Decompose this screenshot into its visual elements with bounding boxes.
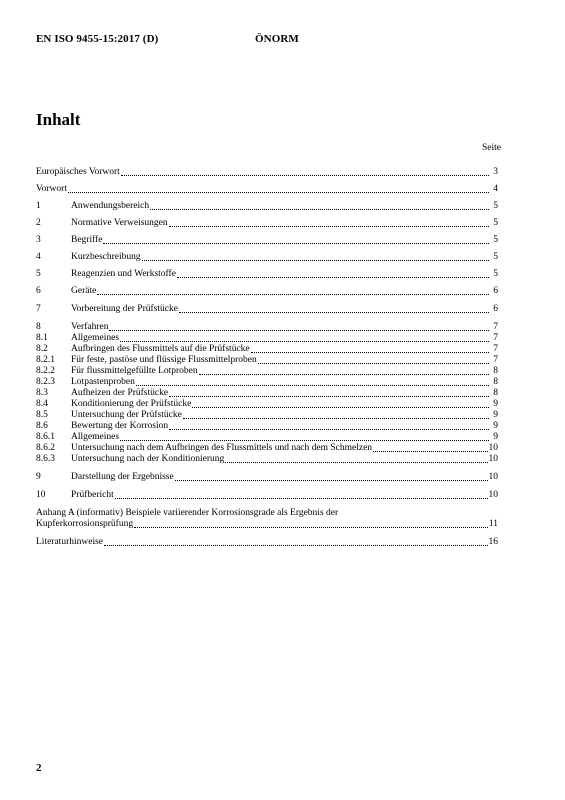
toc-entry-page: 8	[493, 366, 498, 376]
toc-entry[interactable]	[36, 201, 498, 212]
annex-title-line1: Anhang A (informativ) Beispiele variierender Korrosionsgrade als Ergebnis der	[36, 508, 339, 518]
toc-entry-page: 6	[493, 304, 498, 314]
toc-entry[interactable]	[36, 184, 498, 195]
leader-dots	[199, 374, 489, 375]
leader-dots	[97, 294, 489, 295]
toc-entry-page: 5	[493, 235, 498, 245]
toc-entry-text: Darstellung der Ergebnisse	[71, 472, 174, 482]
toc-entry-page: 7	[493, 344, 498, 354]
leader-dots	[192, 407, 489, 408]
toc-entry[interactable]	[36, 167, 498, 178]
toc-entry-number: 8.1	[36, 333, 48, 343]
toc-entry[interactable]	[36, 399, 498, 410]
toc-entry-text: Begriffe	[71, 235, 103, 245]
toc-entry-text: Anwendungsbereich	[71, 201, 150, 211]
toc-entry-page: 4	[493, 184, 498, 194]
toc-entry-number: 8.6.2	[36, 443, 55, 453]
toc-entry-number: 5	[36, 269, 41, 279]
toc-entry-page: 3	[493, 167, 498, 177]
standard-id: EN ISO 9455-15:2017 (D)	[36, 33, 159, 45]
toc-entry-text: Vorbereitung der Prüfstücke	[71, 304, 178, 314]
toc-entry[interactable]	[36, 333, 498, 344]
toc-entry-page: 10	[488, 443, 498, 453]
leader-dots	[183, 418, 489, 419]
toc-entry[interactable]	[36, 344, 498, 355]
toc-entry-text: Untersuchung nach der Konditionierung	[71, 454, 225, 464]
toc-entry-text: Allgemeines	[71, 432, 120, 442]
leader-dots	[109, 330, 489, 331]
page-title: Inhalt	[36, 110, 81, 129]
toc-entry-text: Vorwort	[36, 184, 67, 194]
toc-entry[interactable]	[36, 286, 498, 297]
leader-dots	[169, 226, 489, 227]
toc-entry-text: Kurzbeschreibung	[71, 252, 141, 262]
toc-entry-text: Für flussmittelgefüllte Lotproben	[71, 366, 198, 376]
toc-entry-number: 2	[36, 218, 41, 228]
toc-entry-page: 5	[493, 201, 498, 211]
leader-dots	[169, 396, 489, 397]
toc-entry[interactable]	[36, 322, 498, 333]
toc-entry-page: 6	[493, 286, 498, 296]
toc-entry-text: Bewertung der Korrosion	[71, 421, 169, 431]
toc-entry-number: 8.5	[36, 410, 48, 420]
leader-dots	[136, 385, 489, 386]
toc-entry-number: 1	[36, 201, 41, 211]
toc-entry-page: 9	[493, 410, 498, 420]
toc-entry[interactable]	[36, 454, 498, 465]
toc-entry-number: 3	[36, 235, 41, 245]
leader-dots	[225, 462, 487, 463]
toc-entry-page: 11	[488, 519, 498, 529]
toc-entry-page: 10	[488, 472, 498, 482]
toc-entry-page: 7	[493, 322, 498, 332]
toc-entry-text: Reagenzien und Werkstoffe	[71, 269, 176, 279]
toc-entry[interactable]	[36, 269, 498, 280]
toc-entry[interactable]	[36, 218, 498, 229]
toc-entry-number: 9	[36, 472, 41, 482]
toc-entry[interactable]	[36, 432, 498, 443]
toc-entry-page: 5	[493, 218, 498, 228]
toc-entry-number: 6	[36, 286, 41, 296]
toc-entry[interactable]	[36, 537, 498, 548]
toc-entry-number: 8.2.2	[36, 366, 55, 376]
toc-entry-page: 9	[493, 432, 498, 442]
toc-entry-number: 8.2.3	[36, 377, 55, 387]
toc-entry-page: 5	[493, 252, 498, 262]
toc-entry-number: 8.6.3	[36, 454, 55, 464]
leader-dots	[120, 341, 489, 342]
toc-entry-number: 8	[36, 322, 41, 332]
toc-entry-text: Aufbringen des Flussmittels auf die Prüfstücke	[71, 344, 250, 354]
toc-entry-page: 8	[493, 377, 498, 387]
toc-entry-text: Verfahren	[71, 322, 109, 332]
leader-dots	[104, 545, 487, 546]
toc-entry-number: 8.2	[36, 344, 48, 354]
toc-entry-page: 10	[488, 490, 498, 500]
toc-entry-number: 8.6	[36, 421, 48, 431]
toc-entry[interactable]	[36, 235, 498, 246]
toc-entry[interactable]	[36, 355, 498, 366]
toc-entry-text: Allgemeines	[71, 333, 120, 343]
annex-title-line2: Kupferkorrosionsprüfung	[36, 519, 134, 529]
leader-dots	[142, 260, 489, 261]
toc-entry-number: 4	[36, 252, 41, 262]
header-onorm: ÖNORM	[255, 33, 299, 45]
toc-entry[interactable]	[36, 410, 498, 421]
leader-dots	[169, 429, 489, 430]
toc-entry[interactable]	[36, 443, 498, 454]
toc-entry[interactable]	[36, 421, 498, 432]
leader-dots	[175, 480, 488, 481]
toc-entry-page: 10	[488, 454, 498, 464]
leader-dots	[251, 352, 489, 353]
toc-entry-page: 8	[493, 388, 498, 398]
toc-entry-text: Konditionierung der Prüfstücke	[71, 399, 192, 409]
toc-entry-number: 10	[36, 490, 46, 500]
toc-entry[interactable]	[36, 472, 498, 483]
toc-entry[interactable]	[36, 377, 498, 388]
toc-entry-text: Aufheizen der Prüfstücke	[71, 388, 169, 398]
toc-entry-page: 7	[493, 333, 498, 343]
toc-entry-text: Normative Verweisungen	[71, 218, 168, 228]
leader-dots	[150, 209, 489, 210]
leader-dots	[120, 440, 489, 441]
toc-entry-number: 8.2.1	[36, 355, 55, 365]
toc-entry-text: Geräte	[71, 286, 97, 296]
toc-entry-page: 7	[493, 355, 498, 365]
toc-entry-number: 8.4	[36, 399, 48, 409]
toc-entry-text: Untersuchung der Prüfstücke	[71, 410, 182, 420]
leader-dots	[121, 175, 489, 176]
leader-dots	[103, 243, 489, 244]
toc-entry-number: 8.3	[36, 388, 48, 398]
toc-entry[interactable]	[36, 304, 498, 315]
leader-dots	[258, 363, 489, 364]
toc-entry-number: 7	[36, 304, 41, 314]
toc-entry-page: 9	[493, 421, 498, 431]
toc-entry-number: 8.6.1	[36, 432, 55, 442]
toc-entry-text: Europäisches Vorwort	[36, 167, 120, 177]
toc-entry-text: Literaturhinweise	[36, 537, 104, 547]
toc-entry[interactable]	[36, 388, 498, 399]
toc-entry-text: Lotpastenproben	[71, 377, 135, 387]
toc-entry-text: Untersuchung nach dem Aufbringen des Flussmittels und nach dem Schmelzen	[71, 443, 373, 453]
leader-dots	[373, 451, 487, 452]
leader-dots	[68, 192, 489, 193]
toc-entry-page: 16	[488, 537, 498, 547]
leader-dots	[179, 312, 489, 313]
toc-entry-page: 5	[493, 269, 498, 279]
toc-entry-page: 9	[493, 399, 498, 409]
toc-entry[interactable]	[36, 490, 498, 501]
toc-entry[interactable]	[36, 366, 498, 377]
toc-entry-text: Für feste, pastöse und flüssige Flussmittelproben	[71, 355, 257, 365]
toc-entry[interactable]	[36, 252, 498, 263]
toc-entry-annex[interactable]	[36, 508, 498, 530]
seite-label: Seite	[482, 143, 501, 153]
leader-dots	[115, 498, 488, 499]
toc-entry-text: Prüfbericht	[71, 490, 114, 500]
leader-dots	[134, 527, 488, 528]
page-number: 2	[36, 762, 42, 774]
leader-dots	[177, 277, 489, 278]
